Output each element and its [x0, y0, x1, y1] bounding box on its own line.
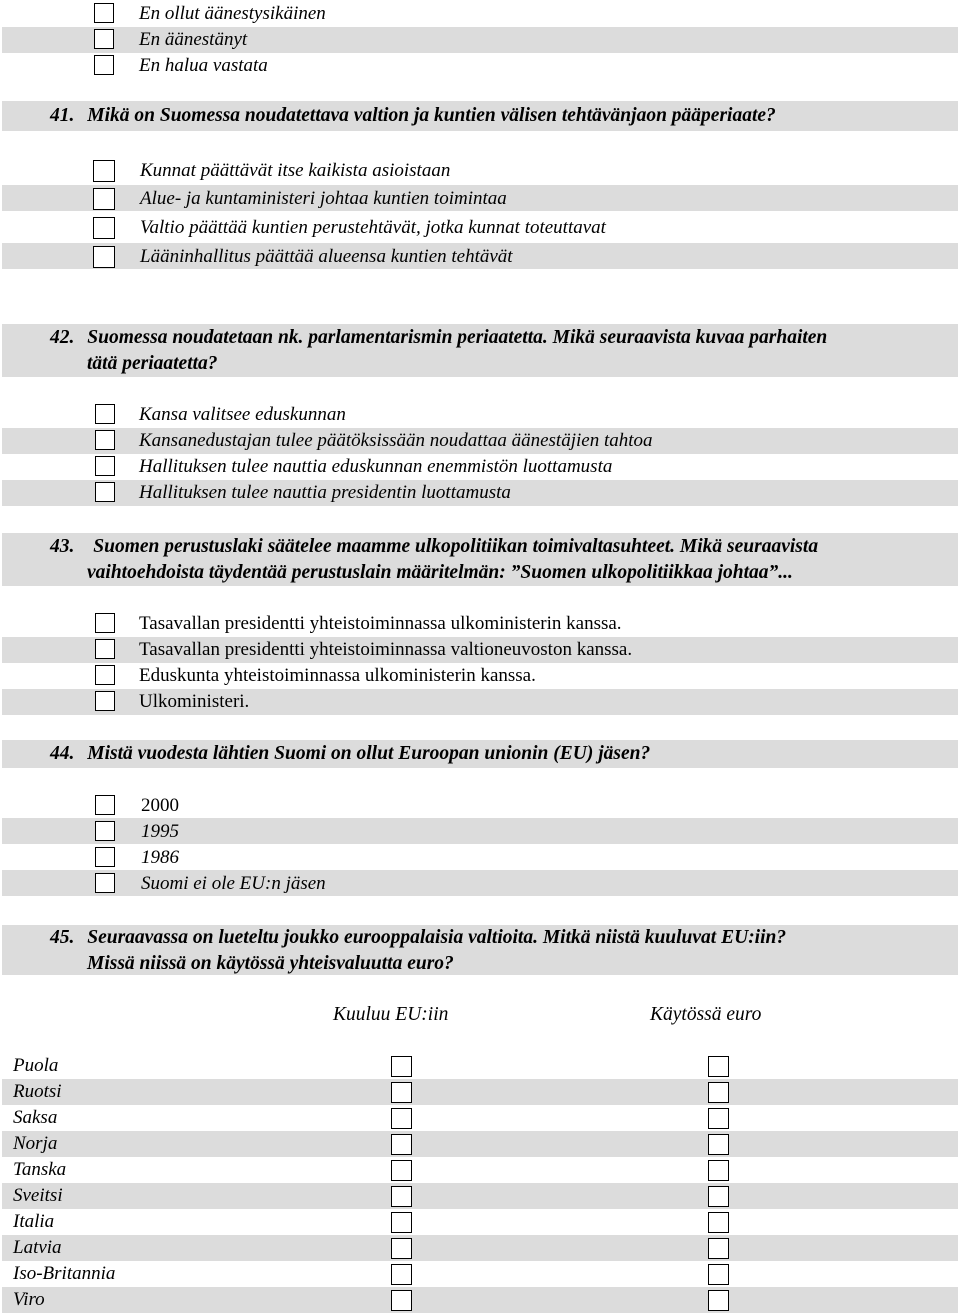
question-45 — [50, 925, 786, 951]
country-row — [0, 1235, 960, 1261]
country-row — [0, 1053, 960, 1079]
checkbox-euro[interactable] — [708, 1290, 729, 1311]
country-row — [0, 1183, 960, 1209]
option-label: Eduskunta yhteistoiminnassa ulkoministerin kanssa. — [139, 665, 536, 686]
checkbox[interactable] — [95, 795, 115, 815]
option-row — [0, 186, 960, 212]
checkbox[interactable] — [95, 482, 115, 502]
column-header-eu: Kuuluu EU:iin — [333, 1004, 449, 1025]
checkbox-euro[interactable] — [708, 1238, 729, 1259]
question-text-line2: Missä niissä on käytössä yhteisvaluutta euro? — [87, 953, 454, 974]
country-name: Latvia — [13, 1237, 62, 1258]
option-row — [0, 1, 960, 27]
question-44 — [50, 741, 650, 767]
option-row — [0, 819, 960, 845]
country-row — [0, 1079, 960, 1105]
option-row — [0, 689, 960, 715]
checkbox-eu[interactable] — [391, 1160, 412, 1181]
country-name: Viro — [13, 1289, 45, 1310]
checkbox-euro[interactable] — [708, 1082, 729, 1103]
checkbox-eu[interactable] — [391, 1056, 412, 1077]
option-label: 2000 — [141, 795, 179, 816]
country-name: Italia — [13, 1211, 55, 1232]
question-number: 44. — [50, 743, 75, 764]
option-row — [0, 428, 960, 454]
option-row — [0, 663, 960, 689]
country-name: Iso-Britannia — [13, 1263, 116, 1284]
checkbox[interactable] — [95, 873, 115, 893]
checkbox[interactable] — [93, 246, 115, 268]
question-text-line2: tätä periaatetta? — [87, 353, 218, 374]
checkbox[interactable] — [94, 29, 114, 49]
checkbox-eu[interactable] — [391, 1290, 412, 1311]
question-text: Mikä on Suomessa noudatettava valtion ja kuntien välisen tehtävänjaon pääperiaate? — [87, 105, 776, 126]
checkbox[interactable] — [95, 691, 115, 711]
option-row — [0, 158, 960, 184]
option-label: Kunnat päättävät itse kaikista asioistaan — [140, 160, 451, 181]
question-text-line2: vaihtoehdoista täydentää perustuslain määritelmän: ”Suomen ulkopolitiikkaa johtaa”... — [87, 562, 793, 583]
checkbox[interactable] — [94, 55, 114, 75]
checkbox[interactable] — [95, 456, 115, 476]
checkbox-eu[interactable] — [391, 1134, 412, 1155]
option-row — [0, 402, 960, 428]
country-row — [0, 1105, 960, 1131]
option-row — [0, 27, 960, 53]
checkbox-euro[interactable] — [708, 1212, 729, 1233]
option-label: Lääninhallitus päättää alueensa kuntien tehtävät — [140, 246, 513, 267]
column-header-euro: Käytössä euro — [650, 1004, 762, 1025]
option-row — [0, 53, 960, 79]
question-number: 43. — [50, 536, 75, 557]
country-name: Puola — [13, 1055, 59, 1076]
checkbox[interactable] — [93, 188, 115, 210]
country-name: Tanska — [13, 1159, 67, 1180]
country-row — [0, 1131, 960, 1157]
question-number: 45. — [50, 927, 75, 948]
option-row — [0, 215, 960, 241]
checkbox[interactable] — [94, 3, 114, 23]
option-label: 1986 — [141, 847, 179, 868]
checkbox[interactable] — [93, 217, 115, 239]
option-label: 1995 — [141, 821, 179, 842]
option-label: Ulkoministeri. — [139, 691, 250, 712]
country-name: Ruotsi — [13, 1081, 62, 1102]
option-label: Hallituksen tulee nauttia eduskunnan enemmistön luottamusta — [139, 456, 613, 477]
question-text: Seuraavassa on lueteltu joukko eurooppalaisia valtioita. Mitkä niistä kuuluvat EU:iin? — [87, 927, 787, 948]
country-name: Saksa — [13, 1107, 58, 1128]
option-label: Valtio päättää kuntien perustehtävät, jotka kunnat toteuttavat — [140, 217, 606, 238]
option-row — [0, 793, 960, 819]
checkbox[interactable] — [95, 613, 115, 633]
option-row — [0, 480, 960, 506]
option-row — [0, 611, 960, 637]
checkbox-euro[interactable] — [708, 1160, 729, 1181]
checkbox-euro[interactable] — [708, 1264, 729, 1285]
option-label: Hallituksen tulee nauttia presidentin luottamusta — [139, 482, 511, 503]
checkbox[interactable] — [95, 430, 115, 450]
option-label: Tasavallan presidentti yhteistoiminnassa ulkoministerin kanssa. — [139, 613, 622, 634]
option-row — [0, 454, 960, 480]
option-label: Alue- ja kuntaministeri johtaa kuntien toimintaa — [140, 188, 507, 209]
option-row — [0, 637, 960, 663]
question-number: 42. — [50, 327, 75, 348]
option-label: En ollut äänestysikäinen — [139, 3, 326, 24]
checkbox[interactable] — [95, 404, 115, 424]
option-label: Suomi ei ole EU:n jäsen — [141, 873, 326, 894]
question-43 — [50, 534, 818, 560]
question-41 — [50, 103, 776, 129]
option-label: Kansa valitsee eduskunnan — [139, 404, 346, 425]
country-row — [0, 1157, 960, 1183]
question-text: Suomessa noudatetaan nk. parlamentarismin periaatetta. Mikä seuraavista kuvaa parhaiten — [87, 327, 828, 348]
question-text: Suomen perustuslaki säätelee maamme ulkopolitiikan toimivaltasuhteet. Mikä seuraavista — [93, 536, 819, 557]
option-row — [0, 871, 960, 897]
checkbox-eu[interactable] — [391, 1082, 412, 1103]
country-row — [0, 1287, 960, 1313]
option-label: En äänestänyt — [139, 29, 248, 50]
checkbox[interactable] — [95, 821, 115, 841]
checkbox[interactable] — [95, 665, 115, 685]
checkbox-euro[interactable] — [708, 1056, 729, 1077]
checkbox-eu[interactable] — [391, 1212, 412, 1233]
checkbox-eu[interactable] — [391, 1186, 412, 1207]
checkbox-eu[interactable] — [391, 1238, 412, 1259]
option-label: En halua vastata — [139, 55, 268, 76]
option-label: Kansanedustajan tulee päätöksissään noudattaa äänestäjien tahtoa — [139, 430, 653, 451]
country-name: Sveitsi — [13, 1185, 63, 1206]
country-row — [0, 1209, 960, 1235]
checkbox[interactable] — [95, 639, 115, 659]
question-42 — [50, 325, 827, 351]
question-text: Mistä vuodesta lähtien Suomi on ollut Euroopan unionin (EU) jäsen? — [87, 743, 651, 764]
option-label: Tasavallan presidentti yhteistoiminnassa valtioneuvoston kanssa. — [139, 639, 633, 660]
checkbox-euro[interactable] — [708, 1134, 729, 1155]
option-row — [0, 244, 960, 270]
checkbox[interactable] — [95, 847, 115, 867]
checkbox-eu[interactable] — [391, 1264, 412, 1285]
checkbox-euro[interactable] — [708, 1186, 729, 1207]
question-number: 41. — [50, 105, 75, 126]
checkbox-euro[interactable] — [708, 1108, 729, 1129]
country-row — [0, 1261, 960, 1287]
checkbox-eu[interactable] — [391, 1108, 412, 1129]
checkbox[interactable] — [93, 160, 115, 182]
country-name: Norja — [13, 1133, 58, 1154]
option-row — [0, 845, 960, 871]
